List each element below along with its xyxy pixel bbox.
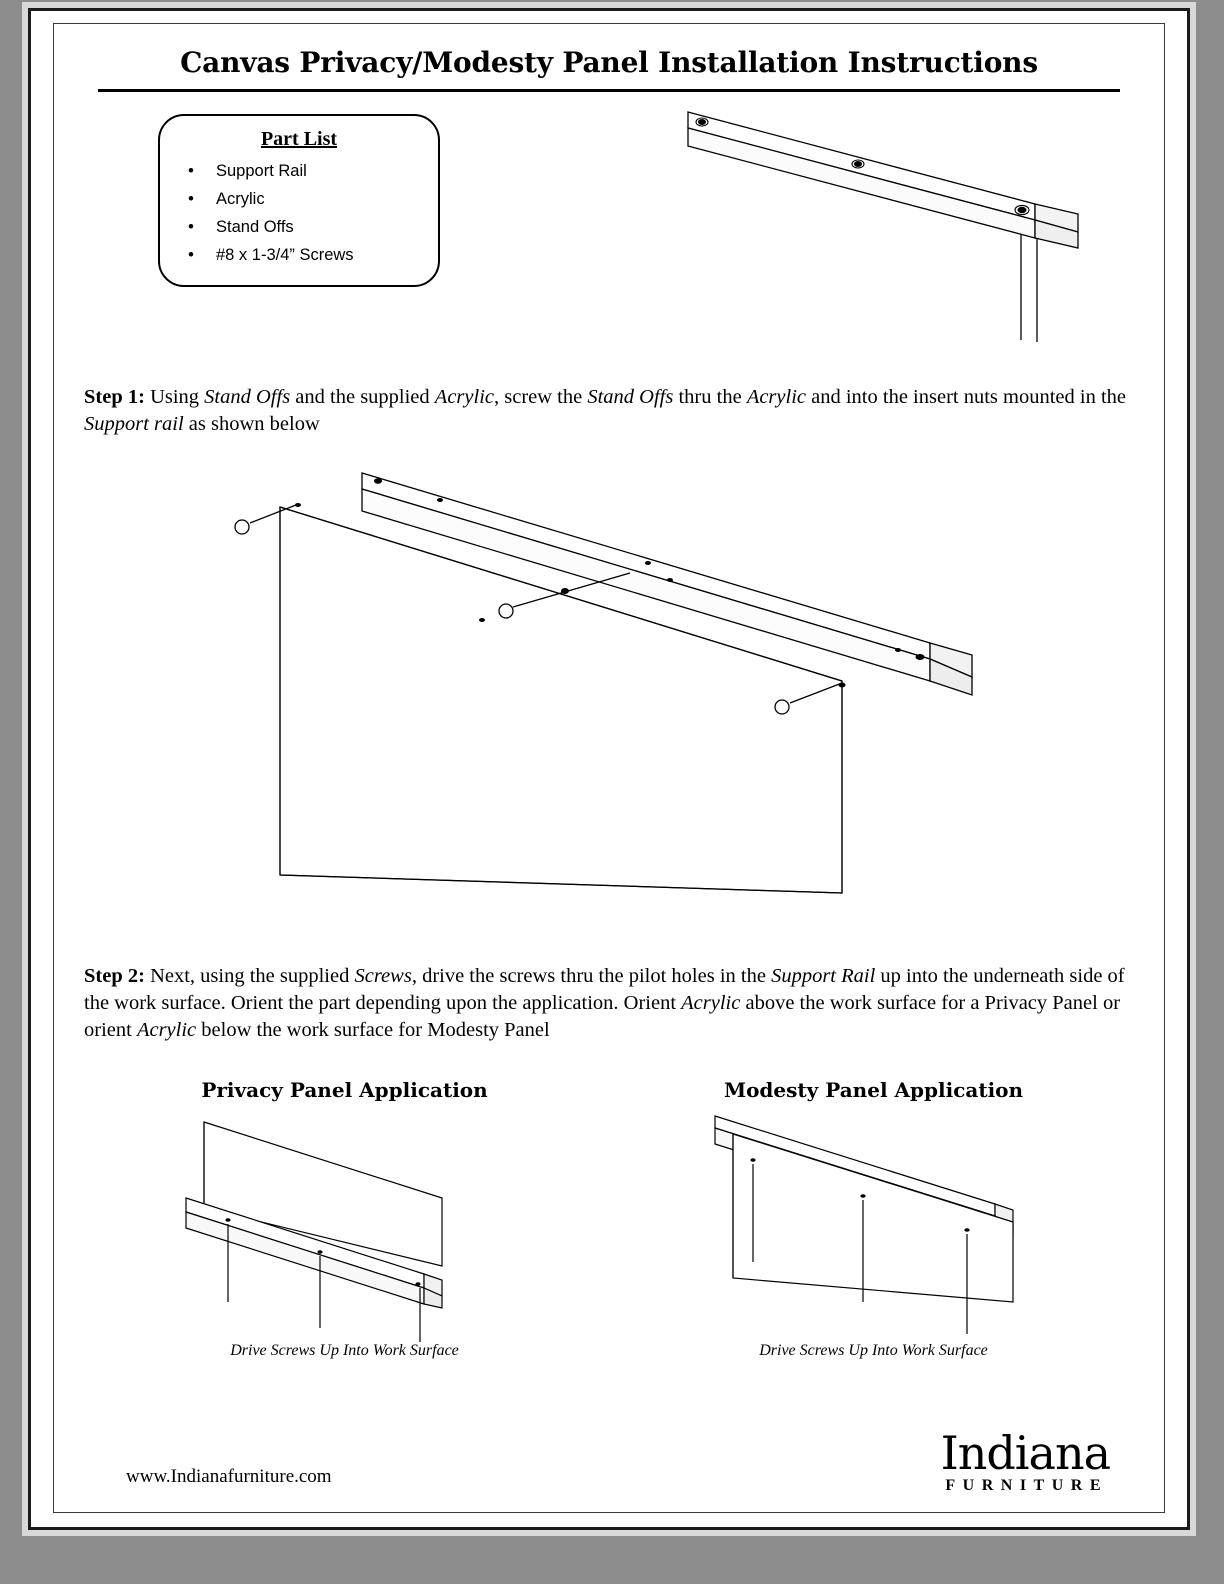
modesty-panel-drawing-icon xyxy=(709,1112,1039,1342)
list-item: • Stand Offs xyxy=(216,213,428,241)
step-1-label: Step 1: xyxy=(84,386,145,408)
list-item: • #8 x 1-3/4” Screws xyxy=(216,241,428,269)
step-2-label: Step 2: xyxy=(84,964,145,987)
applications-section xyxy=(80,1078,1138,1360)
step-2-text xyxy=(84,963,1134,1045)
logo-subtitle: FURNITURE xyxy=(945,1477,1108,1494)
support-rail-drawing-icon xyxy=(680,92,1100,342)
company-logo xyxy=(940,1426,1138,1494)
support-rail-illustration xyxy=(680,92,1100,342)
acrylic-standoff-assembly-icon xyxy=(230,445,990,935)
privacy-panel-drawing-icon xyxy=(180,1116,510,1346)
part-list-heading: Part List xyxy=(260,128,338,150)
step-1-body: Using Stand Offs and the supplied Acrylic, screw the Stand Offs thru the Acrylic and into the insert nuts mounted in the Support rail as shown below xyxy=(84,386,1126,436)
modesty-panel-application xyxy=(609,1078,1138,1360)
page-frame xyxy=(28,8,1190,1530)
part-list-box xyxy=(158,114,440,287)
page-title: Canvas Privacy/Modesty Panel Installation Instructions xyxy=(180,46,1038,79)
page-inner-border xyxy=(53,23,1165,1513)
modesty-panel-title: Modesty Panel Application xyxy=(723,1078,1024,1103)
privacy-panel-caption: Drive Screws Up Into Work Surface xyxy=(230,1342,459,1360)
part-list-section xyxy=(80,92,1138,362)
step-2-body: Next, using the supplied Screws, drive the screws thru the pilot holes in the Support Rail up into the underneath side of the work surface. Orient the part depending upon the application. Orient Acrylic above the work surface for a Privacy Panel or orient Acrylic below the work surface for Modesty Panel xyxy=(84,964,1125,1041)
list-item: • Support Rail xyxy=(216,157,428,185)
step-2-block xyxy=(80,963,1138,1045)
page-footer xyxy=(80,1426,1138,1494)
step-1-block xyxy=(80,384,1138,439)
step-1-illustration xyxy=(80,445,1138,945)
modesty-panel-caption: Drive Screws Up Into Work Surface xyxy=(759,1342,988,1360)
list-item: • Acrylic xyxy=(216,185,428,213)
modesty-panel-figure xyxy=(609,1102,1138,1342)
document-content xyxy=(54,24,1164,1512)
privacy-panel-application xyxy=(80,1078,609,1360)
privacy-panel-figure xyxy=(80,1102,609,1342)
step-1-text xyxy=(84,384,1134,439)
website-url[interactable]: www.Indianafurniture.com xyxy=(126,1466,332,1487)
privacy-panel-title: Privacy Panel Application xyxy=(201,1078,488,1103)
logo-wordmark: Indiana xyxy=(940,1426,1110,1480)
part-list-items xyxy=(170,157,428,269)
